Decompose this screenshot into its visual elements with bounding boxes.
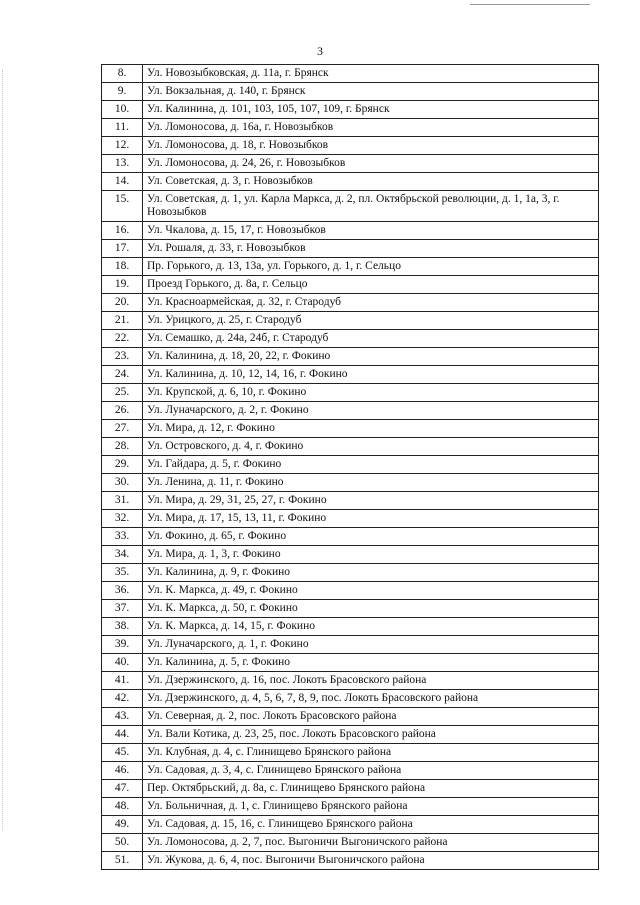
row-address: Ул. Садовая, д. 3, 4, с. Глинищево Брянского района: [143, 762, 599, 780]
row-address: Ул. Чкалова, д. 15, 17, г. Новозыбков: [143, 222, 599, 240]
row-number: 33.: [102, 528, 143, 546]
row-address: Ул. К. Маркса, д. 50, г. Фокино: [143, 600, 599, 618]
row-number: 44.: [102, 726, 143, 744]
row-number: 50.: [102, 834, 143, 852]
table-row: [102, 222, 599, 240]
row-address: Ул. Гайдара, д. 5, г. Фокино: [143, 456, 599, 474]
row-number: 42.: [102, 690, 143, 708]
row-address: Ул. Жукова, д. 6, 4, пос. Выгоничи Выгоничского района: [143, 852, 599, 870]
row-number: 27.: [102, 420, 143, 438]
table-row: [102, 816, 599, 834]
row-address: Ул. Северная, д. 2, пос. Локоть Брасовского района: [143, 708, 599, 726]
row-address: Ул. Вокзальная, д. 140, г. Брянск: [143, 83, 599, 101]
row-number: 17.: [102, 240, 143, 258]
row-address: Пер. Октябрьский, д. 8а, с. Глинищево Брянского района: [143, 780, 599, 798]
row-address: Ул. Калинина, д. 5, г. Фокино: [143, 654, 599, 672]
table-row: [102, 600, 599, 618]
row-number: 29.: [102, 456, 143, 474]
row-address: Ул. К. Маркса, д. 49, г. Фокино: [143, 582, 599, 600]
table-row: [102, 708, 599, 726]
row-number: 39.: [102, 636, 143, 654]
row-number: 22.: [102, 330, 143, 348]
row-number: 16.: [102, 222, 143, 240]
table-row: [102, 119, 599, 137]
table-row: [102, 564, 599, 582]
row-address: Ул. Калинина, д. 101, 103, 105, 107, 109, г. Брянск: [143, 101, 599, 119]
table-row: [102, 438, 599, 456]
table-row: [102, 654, 599, 672]
address-table: [101, 64, 599, 870]
row-number: 40.: [102, 654, 143, 672]
row-number: 23.: [102, 348, 143, 366]
row-address: Ул. Ломоносова, д. 18, г. Новозыбков: [143, 137, 599, 155]
table-row: [102, 330, 599, 348]
row-number: 10.: [102, 101, 143, 119]
table-row: [102, 510, 599, 528]
row-address: Ул. Урицкого, д. 25, г. Стародуб: [143, 312, 599, 330]
row-address: Ул. Советская, д. 1, ул. Карла Маркса, д. 2, пл. Октябрьской революции, д. 1, 1а, 3, г. Новозыбков: [143, 191, 599, 222]
table-row: [102, 83, 599, 101]
table-row: [102, 528, 599, 546]
table-row: [102, 420, 599, 438]
table-row: [102, 276, 599, 294]
row-number: 18.: [102, 258, 143, 276]
table-row: [102, 492, 599, 510]
address-table-body: [102, 65, 599, 870]
row-address: Ул. Новозыбковская, д. 11а, г. Брянск: [143, 65, 599, 83]
row-number: 11.: [102, 119, 143, 137]
row-number: 8.: [102, 65, 143, 83]
row-address: Ул. К. Маркса, д. 14, 15, г. Фокино: [143, 618, 599, 636]
table-row: [102, 366, 599, 384]
row-number: 46.: [102, 762, 143, 780]
row-number: 9.: [102, 83, 143, 101]
table-row: [102, 834, 599, 852]
row-address: Ул. Семашко, д. 24а, 24б, г. Стародуб: [143, 330, 599, 348]
row-address: Пр. Горького, д. 13, 13а, ул. Горького, д. 1, г. Сельцо: [143, 258, 599, 276]
table-row: [102, 780, 599, 798]
row-number: 35.: [102, 564, 143, 582]
row-address: Ул. Клубная, д. 4, с. Глинищево Брянского района: [143, 744, 599, 762]
table-row: [102, 65, 599, 83]
page-number: 3: [317, 44, 323, 58]
table-row: [102, 582, 599, 600]
row-address: Ул. Ломоносова, д. 24, 26, г. Новозыбков: [143, 155, 599, 173]
row-address: Проезд Горького, д. 8а, г. Сельцо: [143, 276, 599, 294]
table-row: [102, 672, 599, 690]
row-number: 24.: [102, 366, 143, 384]
row-number: 45.: [102, 744, 143, 762]
row-address: Ул. Островского, д. 4, г. Фокино: [143, 438, 599, 456]
table-row: [102, 348, 599, 366]
table-row: [102, 726, 599, 744]
row-address: Ул. Красноармейская, д. 32, г. Стародуб: [143, 294, 599, 312]
row-number: 30.: [102, 474, 143, 492]
table-row: [102, 258, 599, 276]
row-address: Ул. Калинина, д. 9, г. Фокино: [143, 564, 599, 582]
row-address: Ул. Мира, д. 12, г. Фокино: [143, 420, 599, 438]
row-address: Ул. Калинина, д. 18, 20, 22, г. Фокино: [143, 348, 599, 366]
table-row: [102, 137, 599, 155]
row-address: Ул. Больничная, д. 1, с. Глинищево Брянского района: [143, 798, 599, 816]
table-row: [102, 546, 599, 564]
binding-margin: [2, 70, 4, 830]
table-row: [102, 173, 599, 191]
row-number: 15.: [102, 191, 143, 222]
row-address: Ул. Дзержинского, д. 4, 5, 6, 7, 8, 9, пос. Локоть Брасовского района: [143, 690, 599, 708]
table-row: [102, 191, 599, 222]
row-number: 48.: [102, 798, 143, 816]
table-row: [102, 155, 599, 173]
row-address: Ул. Крупской, д. 6, 10, г. Фокино: [143, 384, 599, 402]
row-number: 37.: [102, 600, 143, 618]
table-row: [102, 636, 599, 654]
table-row: [102, 312, 599, 330]
row-address: Ул. Луначарского, д. 1, г. Фокино: [143, 636, 599, 654]
row-address: Ул. Ленина, д. 11, г. Фокино: [143, 474, 599, 492]
row-address: Ул. Советская, д. 3, г. Новозыбков: [143, 173, 599, 191]
table-row: [102, 798, 599, 816]
table-row: [102, 690, 599, 708]
row-address: Ул. Луначарского, д. 2, г. Фокино: [143, 402, 599, 420]
row-address: Ул. Мира, д. 17, 15, 13, 11, г. Фокино: [143, 510, 599, 528]
row-address: Ул. Дзержинского, д. 16, пос. Локоть Брасовского района: [143, 672, 599, 690]
row-number: 38.: [102, 618, 143, 636]
row-address: Ул. Ломоносова, д. 2, 7, пос. Выгоничи Выгоничского района: [143, 834, 599, 852]
row-address: Ул. Ломоносова, д. 16а, г. Новозыбков: [143, 119, 599, 137]
table-row: [102, 474, 599, 492]
row-number: 12.: [102, 137, 143, 155]
table-row: [102, 618, 599, 636]
row-number: 25.: [102, 384, 143, 402]
table-row: [102, 744, 599, 762]
table-row: [102, 101, 599, 119]
row-number: 26.: [102, 402, 143, 420]
row-number: 20.: [102, 294, 143, 312]
row-number: 13.: [102, 155, 143, 173]
row-number: 41.: [102, 672, 143, 690]
table-row: [102, 384, 599, 402]
table-row: [102, 852, 599, 870]
row-address: Ул. Фокино, д. 65, г. Фокино: [143, 528, 599, 546]
row-address: Ул. Рошаля, д. 33, г. Новозыбков: [143, 240, 599, 258]
table-row: [102, 402, 599, 420]
row-address: Ул. Мира, д. 29, 31, 25, 27, г. Фокино: [143, 492, 599, 510]
table-row: [102, 456, 599, 474]
row-number: 43.: [102, 708, 143, 726]
row-number: 49.: [102, 816, 143, 834]
row-address: Ул. Мира, д. 1, 3, г. Фокино: [143, 546, 599, 564]
row-number: 51.: [102, 852, 143, 870]
top-rule: [470, 4, 590, 5]
row-number: 36.: [102, 582, 143, 600]
row-number: 32.: [102, 510, 143, 528]
row-number: 19.: [102, 276, 143, 294]
row-number: 21.: [102, 312, 143, 330]
row-address: Ул. Калинина, д. 10, 12, 14, 16, г. Фокино: [143, 366, 599, 384]
row-number: 14.: [102, 173, 143, 191]
row-number: 31.: [102, 492, 143, 510]
table-row: [102, 294, 599, 312]
row-number: 47.: [102, 780, 143, 798]
row-number: 28.: [102, 438, 143, 456]
row-number: 34.: [102, 546, 143, 564]
table-row: [102, 762, 599, 780]
row-address: Ул. Вали Котика, д. 23, 25, пос. Локоть Брасовского района: [143, 726, 599, 744]
table-row: [102, 240, 599, 258]
row-address: Ул. Садовая, д. 15, 16, с. Глинищево Брянского района: [143, 816, 599, 834]
